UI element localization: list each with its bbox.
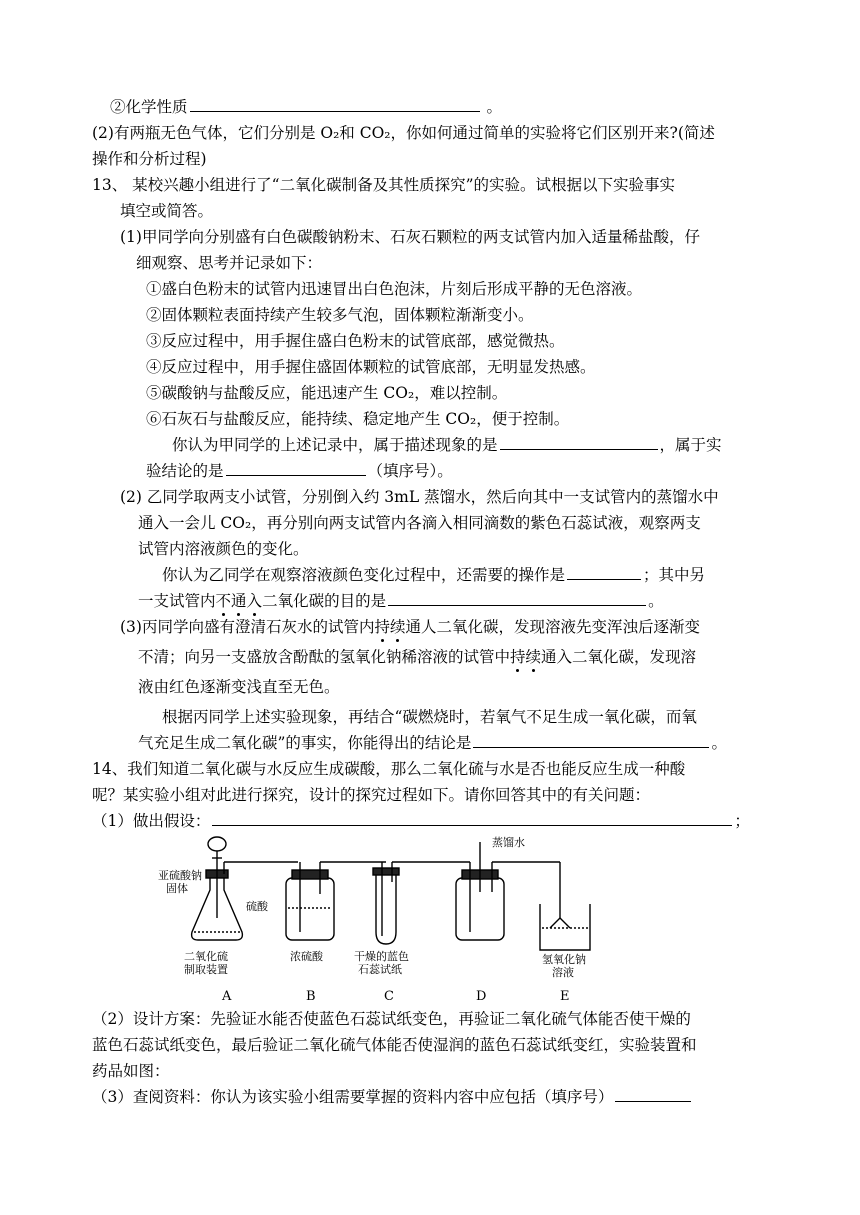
observation-2: ②固体颗粒表面持续产生较多气泡，固体颗粒渐渐变小。 bbox=[146, 306, 534, 324]
line: 通入一会儿 CO₂，再分别向两支试管内各滴入相同滴数的紫色石蕊试液，观察两支 bbox=[138, 514, 701, 532]
text: 验结论的是 bbox=[146, 462, 224, 480]
beaker-e bbox=[540, 904, 590, 950]
text: 。 bbox=[486, 98, 502, 116]
observation-5: ⑤碳酸钠与盐酸反应，能迅速产生 CO₂，难以控制。 bbox=[146, 384, 508, 402]
text: ②化学性质 bbox=[110, 98, 188, 116]
answer-blank[interactable] bbox=[615, 1086, 691, 1102]
caption-e: E bbox=[560, 989, 570, 1002]
caption-c: C bbox=[384, 989, 394, 1002]
label-c-2: 石蕊试纸 bbox=[358, 963, 402, 976]
observation-1: ①盛白色粉末的试管内迅速冒出白色泡沫，片刻后形成平静的无色溶液。 bbox=[146, 280, 643, 298]
answer-blank[interactable] bbox=[212, 810, 732, 826]
text: （3）查阅资料：你认为该实验小组需要掌握的资料内容中应包括（填序号） bbox=[92, 1088, 614, 1106]
line: 细观察、思考并记录如下： bbox=[136, 254, 323, 272]
funnel bbox=[208, 837, 226, 851]
bottle-b bbox=[286, 878, 334, 940]
label-c-1: 干燥的蓝色 bbox=[354, 950, 409, 963]
text: 一支试管内 bbox=[138, 592, 216, 610]
line: （2）设计方案：先验证水能否使蓝色石蕊试纸变色，再验证二氧化硫气体能否使干燥的 bbox=[92, 1010, 691, 1028]
tube-c bbox=[376, 874, 396, 944]
text: 二氧化碳的目的是 bbox=[262, 592, 387, 610]
line bbox=[172, 434, 722, 456]
line bbox=[138, 590, 664, 612]
text: ； bbox=[734, 812, 750, 830]
line bbox=[146, 460, 453, 482]
line bbox=[162, 564, 705, 586]
observation-3: ③反应过程中，用手握住盛白色粉末的试管底部，感觉微热。 bbox=[146, 332, 565, 350]
text: 你认为乙同学在观察溶液颜色变化过程中，还需要的操作是 bbox=[162, 566, 566, 584]
emphasis-char: 持 bbox=[374, 618, 390, 636]
answer-blank[interactable] bbox=[190, 96, 480, 112]
line-chem-property bbox=[110, 96, 502, 118]
emphasis-char: 持 bbox=[510, 648, 526, 666]
text: 你认为甲同学的上述记录中，属于描述现象的是 bbox=[172, 436, 498, 454]
text: 不清；向另一支盛放含酚酞的氢氧化钠稀溶液的试管中 bbox=[138, 648, 511, 666]
line bbox=[138, 646, 696, 668]
text: 气充足生成二氧化碳”的事实，你能得出的结论是 bbox=[138, 734, 472, 752]
line: 蓝色石蕊试纸变色，最后验证二氧化硫气体能否使湿润的蓝色石蕊试纸变红，实验装置和 bbox=[92, 1036, 697, 1054]
answer-blank[interactable] bbox=[473, 732, 709, 748]
answer-blank[interactable] bbox=[388, 590, 646, 606]
line: 液由红色逐渐变浅直至无色。 bbox=[138, 678, 340, 696]
caption-a: A bbox=[222, 989, 232, 1002]
emphasis-char: 不 bbox=[215, 592, 232, 610]
text: （1）做出假设： bbox=[92, 812, 211, 830]
line bbox=[92, 810, 750, 832]
line: 呢？某实验小组对此进行探究，设计的探究过程如下。请你回答其中的有关问题： bbox=[92, 786, 651, 804]
emphasis-char: 通 bbox=[231, 592, 247, 610]
caption-b: B bbox=[306, 989, 316, 1002]
label-sulfuric-acid: 硫酸 bbox=[246, 900, 268, 913]
text: （填序号）。 bbox=[367, 462, 453, 480]
line: (2) 乙同学取两支小试管，分别倒入约 3mL 蒸馏水，然后向其中一支试管内的蒸馏水中 bbox=[120, 488, 719, 506]
label-e-2: 溶液 bbox=[552, 966, 574, 979]
text: ，属于实 bbox=[659, 436, 722, 454]
emphasis-char: 续 bbox=[389, 618, 406, 636]
line: 填空或简答。 bbox=[120, 202, 214, 220]
label-d: 蒸馏水 bbox=[492, 836, 525, 849]
line: 操作和分析过程) bbox=[92, 150, 207, 168]
label-a-1: 二氧化硫 bbox=[184, 950, 228, 963]
line bbox=[138, 732, 727, 754]
line: 试管内溶液颜色的变化。 bbox=[138, 540, 309, 558]
line bbox=[120, 616, 700, 638]
text: 。 bbox=[711, 734, 727, 752]
label-b: 浓硫酸 bbox=[290, 950, 323, 963]
observation-4: ④反应过程中，用手握住盛固体颗粒的试管底部，无明显发热感。 bbox=[146, 358, 596, 376]
emphasis-char: 续 bbox=[525, 648, 542, 666]
answer-blank[interactable] bbox=[500, 434, 658, 450]
emphasis-char: 入 bbox=[246, 592, 263, 610]
line: 药品如图： bbox=[92, 1062, 170, 1080]
question-13-title: 13、 某校兴趣小组进行了“二氧化碳制备及其性质探究”的实验。试根据以下实验事实 bbox=[92, 176, 676, 194]
text: ；其中另 bbox=[643, 566, 706, 584]
experiment-apparatus-diagram bbox=[140, 832, 640, 1002]
line: (1)甲同学向分别盛有白色碳酸钠粉末、石灰石颗粒的两支试管内加入适量稀盐酸，仔 bbox=[120, 228, 700, 246]
label-e-1: 氢氧化钠 bbox=[542, 953, 586, 966]
text: (3)丙同学向盛有澄清石灰水的试管内 bbox=[120, 618, 375, 636]
answer-blank[interactable] bbox=[567, 564, 641, 580]
question-14-title: 14、我们知道二氧化碳与水反应生成碳酸，那么二氧化硫与水是否也能反应生成一种酸 bbox=[92, 760, 686, 778]
answer-blank[interactable] bbox=[226, 460, 366, 476]
label-solid: 固体 bbox=[166, 882, 188, 895]
text: 通人二氧化碳，发现溶液先变浑浊后逐渐变 bbox=[405, 618, 701, 636]
observation-6: ⑥石灰石与盐酸反应，能持续、稳定地产生 CO₂，便于控制。 bbox=[146, 410, 570, 428]
text: 通入二氧化碳，发现溶 bbox=[541, 648, 697, 666]
caption-d: D bbox=[476, 989, 487, 1002]
line: 根据丙同学上述实验现象，再结合“碳燃烧时，若氧气不足生成一氧化碳，而氧 bbox=[162, 708, 697, 726]
label-a-2: 制取装置 bbox=[184, 963, 228, 976]
line: (2)有两瓶无色气体，它们分别是 O₂和 CO₂，你如何通过简单的实验将它们区别开来?(简述 bbox=[92, 124, 715, 142]
text: 。 bbox=[648, 592, 664, 610]
label-sodium-sulfite: 亚硫酸钠 bbox=[158, 869, 202, 882]
line bbox=[92, 1086, 693, 1108]
